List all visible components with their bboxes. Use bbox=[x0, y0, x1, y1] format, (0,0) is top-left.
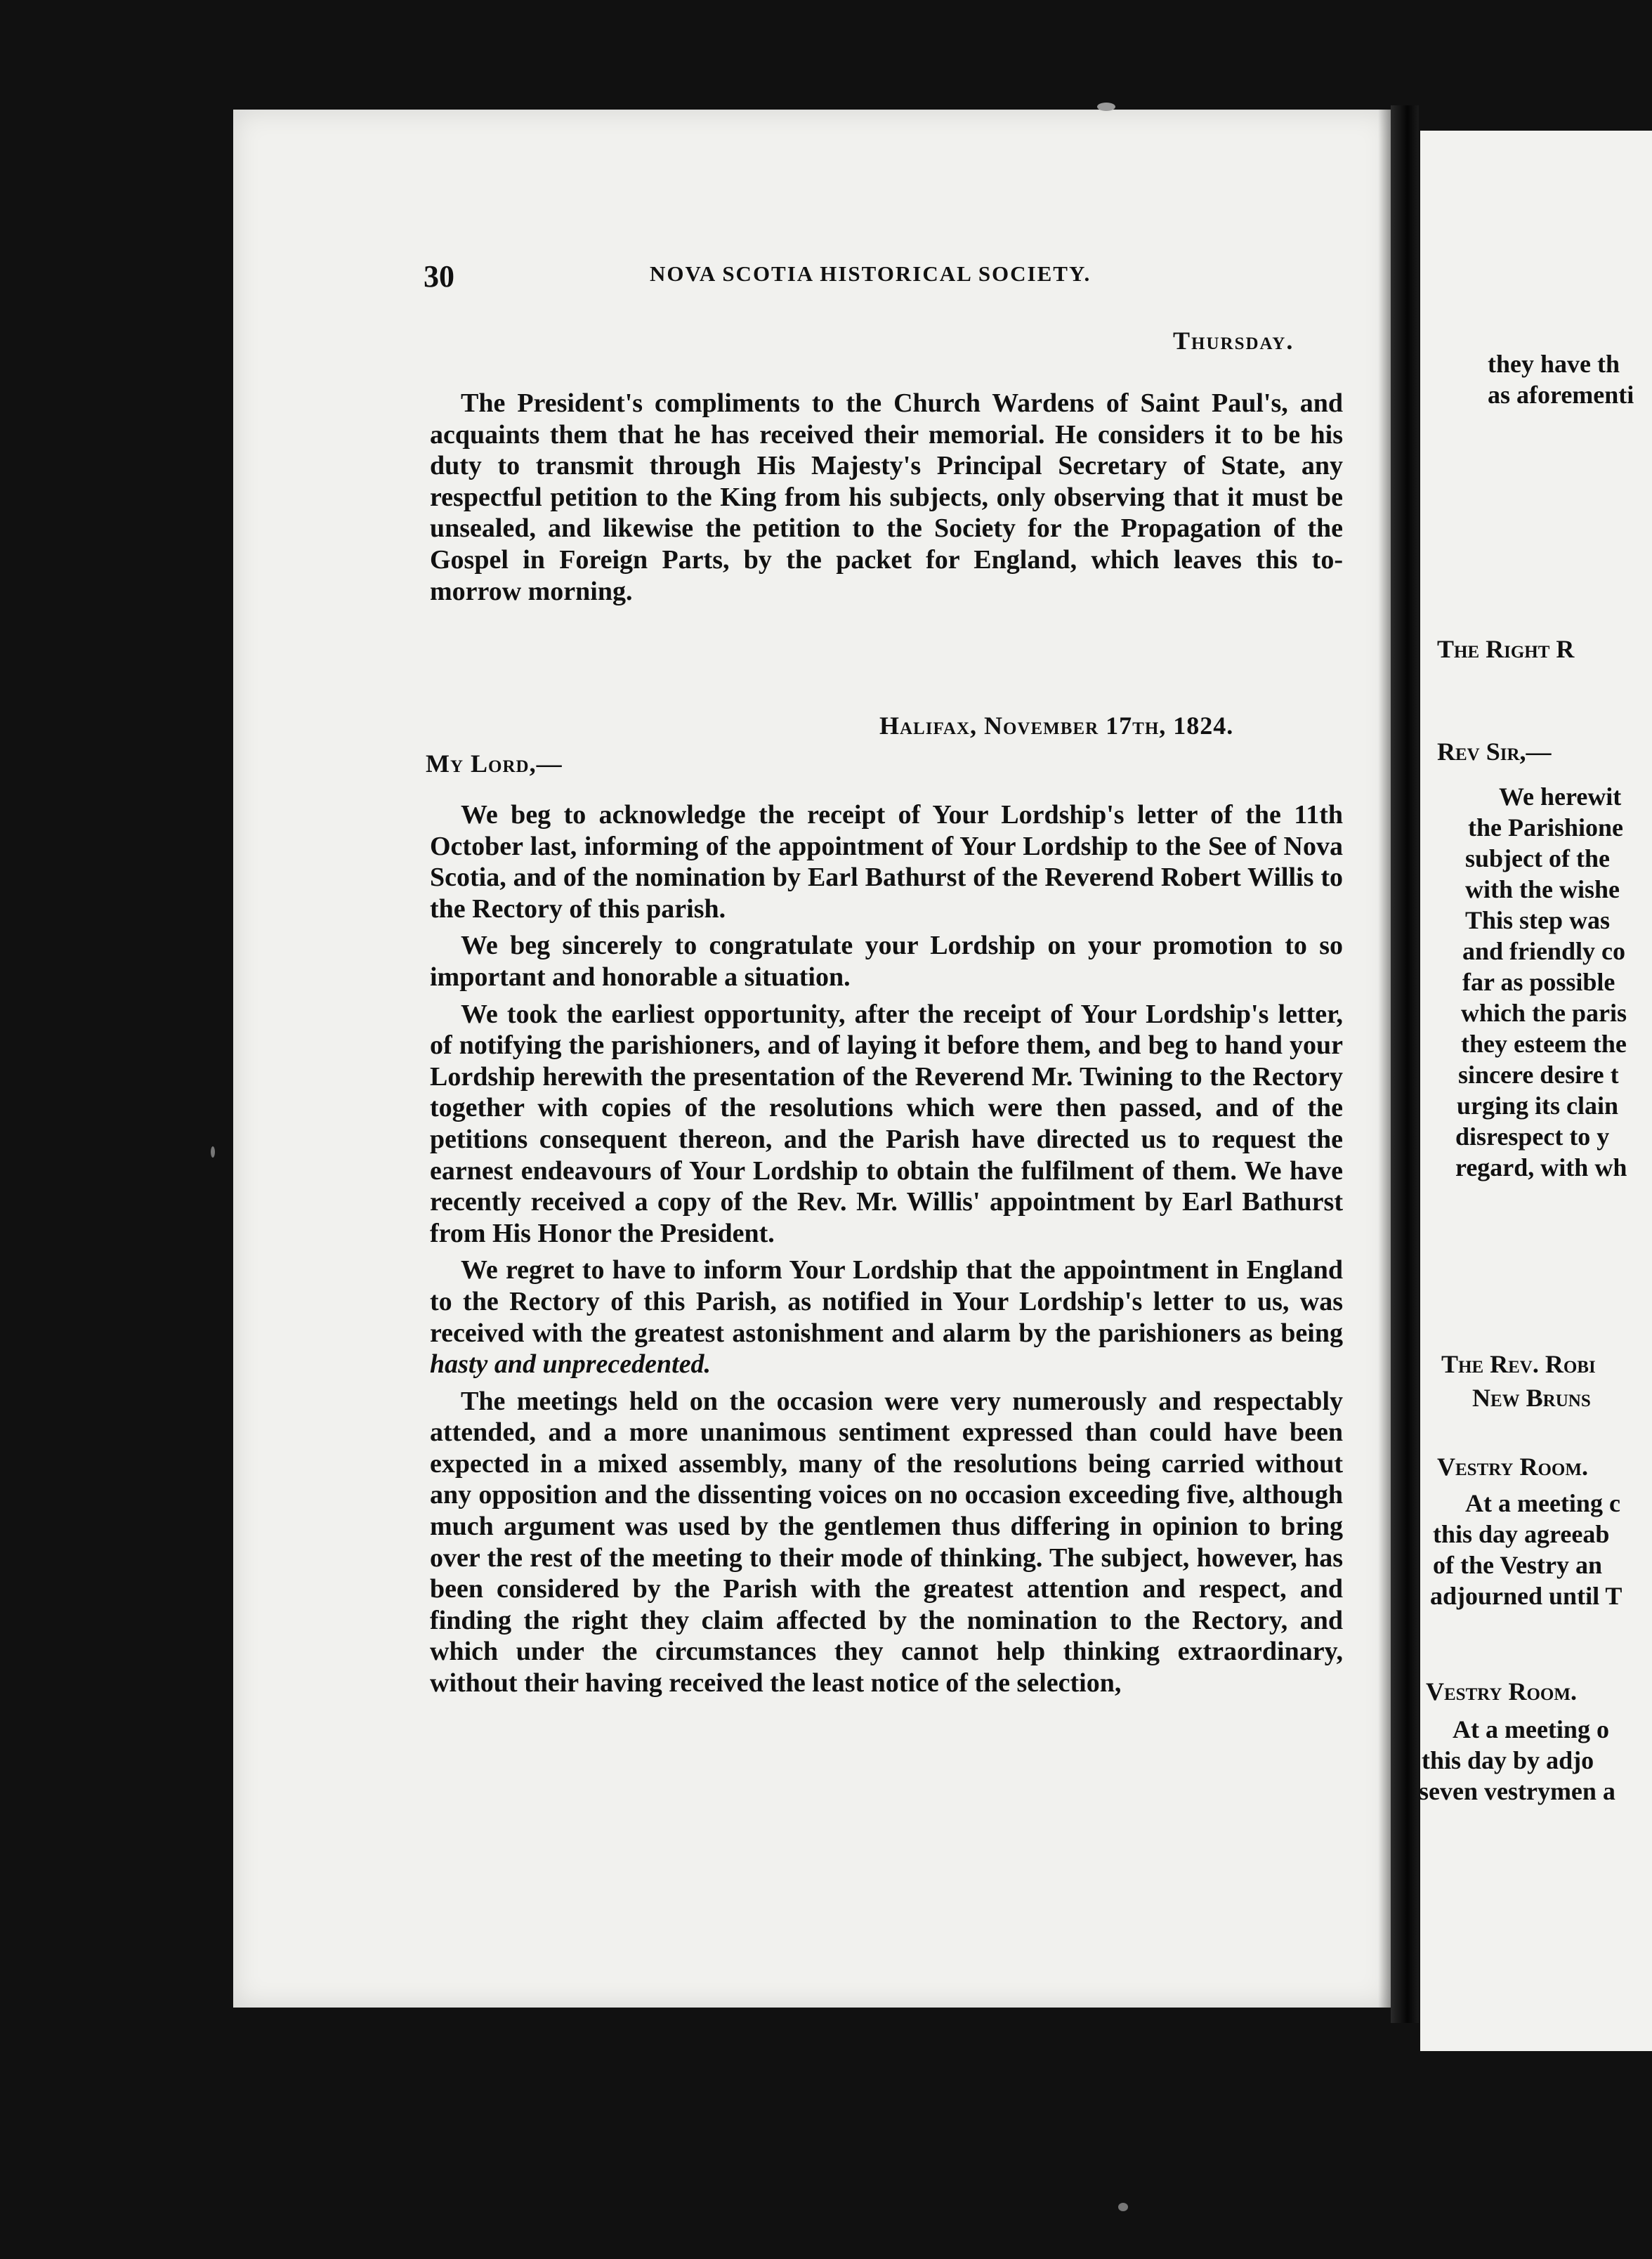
right-page-line: and friendly co bbox=[1462, 937, 1626, 965]
right-page-line: Vestry Room. bbox=[1426, 1677, 1577, 1705]
right-page-line: New Bruns bbox=[1472, 1384, 1591, 1412]
right-page-line: disrespect to y bbox=[1455, 1122, 1610, 1151]
right-page-line: regard, with wh bbox=[1455, 1153, 1627, 1181]
regret-text: We regret to have to inform Your Lordship that the appointment in England to the Rectory of this Parish, as notified in Your Lordship's letter to us, was received with the greatest astonishment and alarm by the parishioners as being bbox=[430, 1255, 1343, 1348]
letter-paragraph: We took the earliest opportunity, after the receipt of Your Lordship's letter, of notifying the parishioners, and of laying it before them, and beg to hand your Lordship herewith the presentation of the Reverend Mr. Twining to the Rectory together with copies of the resolutions which were then passed, and of the petitions consequent thereon, and the Parish have directed us to request the earnest endeavours of Your Lordship to obtain the fulfilment of them. We have recently received a copy of the Rev. Mr. Willis' appointment by Earl Bathurst from His Honor the President. bbox=[430, 999, 1343, 1248]
right-page-line: far as possible bbox=[1462, 968, 1615, 996]
scan-speck bbox=[211, 1146, 215, 1158]
right-page-line: seven vestrymen a bbox=[1419, 1777, 1615, 1805]
letter-dateline: Halifax, November 17th, 1824. bbox=[879, 712, 1234, 740]
letter-paragraph: We beg sincerely to congratulate your Lordship on your promotion to so important and honorable a situation. bbox=[430, 931, 1343, 992]
scan-speck bbox=[1118, 2203, 1128, 2211]
right-page-line: subject of the bbox=[1465, 844, 1610, 872]
right-page-line: this day by adjo bbox=[1422, 1746, 1594, 1774]
right-page-line: as aforementi bbox=[1488, 381, 1634, 409]
right-page-line: The Right R bbox=[1437, 635, 1575, 663]
right-page-line: At a meeting o bbox=[1453, 1715, 1609, 1743]
right-page-line: The Rev. Robi bbox=[1441, 1350, 1596, 1378]
letter-paragraph-regret bbox=[430, 1255, 1343, 1380]
right-page-line: At a meeting c bbox=[1465, 1489, 1620, 1517]
right-page-line: which the paris bbox=[1461, 999, 1627, 1027]
right-page-line: they have th bbox=[1488, 350, 1620, 378]
right-page-line: sincere desire t bbox=[1458, 1061, 1619, 1089]
book-gutter bbox=[1391, 105, 1419, 2023]
right-page-line: this day agreeab bbox=[1433, 1520, 1610, 1548]
right-page-line: with the wishe bbox=[1465, 875, 1620, 903]
letter-salutation: My Lord,— bbox=[426, 749, 563, 778]
right-page-line: We herewit bbox=[1499, 783, 1622, 811]
memo-paragraph: The President's compliments to the Church Wardens of Saint Paul's, and acquaints them that he has received their memorial. He considers it to be his duty to transmit through His Majesty's Principal Secretary of State, any respectful petition to the King from his subjects, only observing that it must be unsealed, and likewise the petition to the Society for the Propagation of the Gospel in Foreign Parts, by the packet for England, which leaves this to-morrow morning. bbox=[430, 388, 1343, 606]
memo-day: Thursday. bbox=[1173, 327, 1294, 355]
right-page-line: Vestry Room. bbox=[1437, 1453, 1588, 1481]
memo-block bbox=[430, 388, 1343, 607]
scan-speck bbox=[1097, 103, 1115, 111]
right-page-line: of the Vestry an bbox=[1433, 1551, 1602, 1579]
right-page-line: adjourned until T bbox=[1430, 1582, 1622, 1610]
right-page-line: urging its clain bbox=[1457, 1092, 1619, 1120]
right-page-line: they esteem the bbox=[1461, 1030, 1627, 1058]
right-page-line: the Parishione bbox=[1468, 813, 1623, 842]
letter-paragraph-meetings: The meetings held on the occasion were very numerously and respectably attended, and a more unanimous sentiment expressed than could have been expected in a mixed assembly, many of the resolutions being carried without any opposition and the dissenting voices on no occasion exceeding five, although much argument was used by the gentlemen thus differing in opinion to bring over the rest of the meeting to their mode of thinking. The subject, however, has been considered by the Parish with the greatest attention and respect, and finding the right they claim affected by the nomination to the Rectory, and which under the circumstances they cannot help thinking extraordinary, without their having received the least notice of the selection, bbox=[430, 1386, 1343, 1698]
regret-italic: hasty and unprecedented. bbox=[430, 1349, 712, 1380]
right-page-line: This step was bbox=[1465, 906, 1611, 934]
letter-paragraph: We beg to acknowledge the receipt of Your Lordship's letter of the 11th October last, informing of the appointment of Your Lordship to the See of Nova Scotia, and of the nomination by Earl Bathurst of the Reverend Robert Willis to the Rectory of this parish. bbox=[430, 800, 1343, 924]
right-page-line: Rev Sir,— bbox=[1437, 738, 1552, 766]
running-head: NOVA SCOTIA HISTORICAL SOCIETY. bbox=[650, 261, 1092, 286]
page-number: 30 bbox=[424, 259, 454, 294]
letter-body bbox=[430, 799, 1343, 1699]
